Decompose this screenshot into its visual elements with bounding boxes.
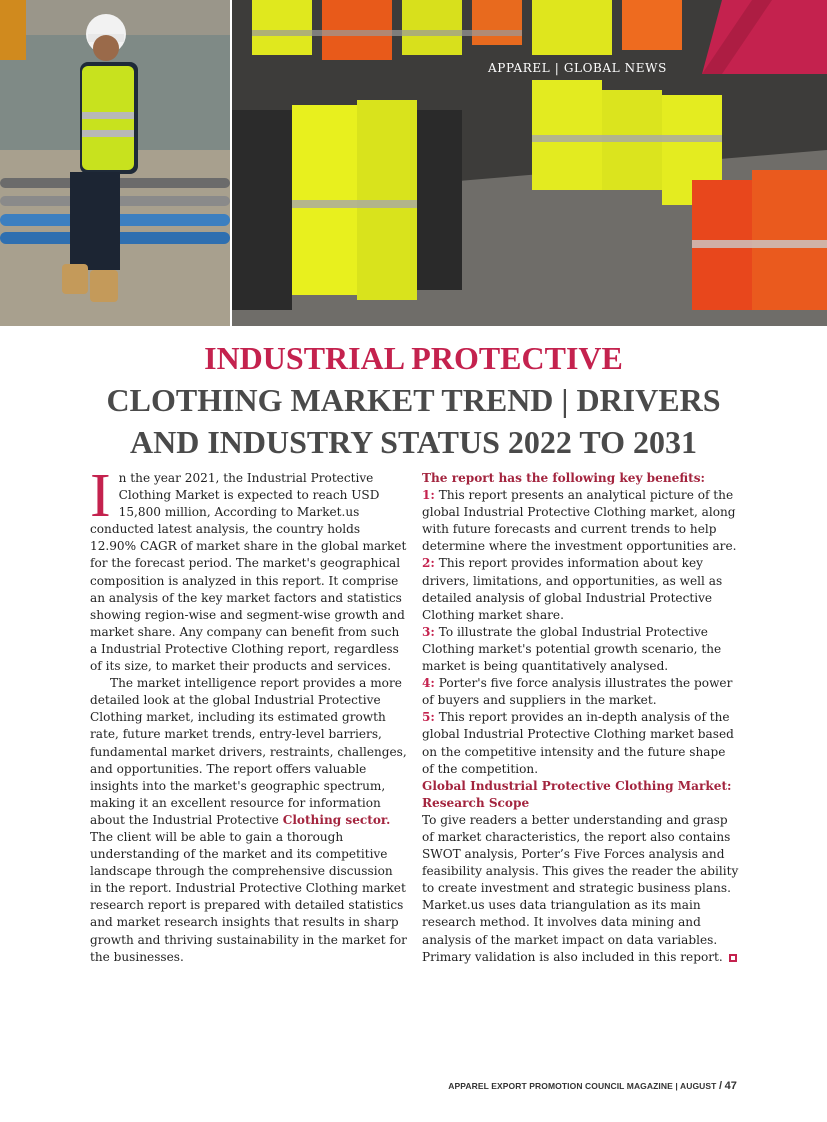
store-photo-illustration	[232, 0, 827, 326]
drop-cap: I	[90, 462, 111, 530]
benefit-text: This report provides information about key drivers, limitations, and opportunities, as well as detailed analysis of global Industrial Protective Clothing market share.	[422, 556, 723, 622]
worker-photo	[0, 0, 230, 326]
benefit-item	[422, 487, 740, 555]
title-line-3: AND INDUSTRY STATUS 2022 TO 2031	[130, 424, 697, 460]
second-paragraph	[90, 675, 408, 829]
left-column	[90, 462, 408, 966]
footer-separator: /	[718, 1080, 723, 1092]
benefits-heading: The report has the following key benefits:	[422, 471, 705, 485]
benefit-number: 5:	[422, 710, 435, 725]
benefit-number: 4:	[422, 676, 435, 691]
benefit-text: Porter's five force analysis illustrates the power of buyers and suppliers in the market.	[422, 676, 733, 708]
title-line-2: CLOTHING MARKET TREND | DRIVERS	[106, 382, 721, 418]
third-paragraph: The client will be able to gain a thorough understanding of the market and its competitive landscape through the comprehensive discussion in the report. Industrial Protective Clothing market research report is prepared with detailed statistics and market research insights that results in sharp growth and thriving sustainability in the market for the businesses.	[90, 829, 407, 964]
footer-text: APPAREL EXPORT PROMOTION COUNCIL MAGAZINE | AUGUST	[448, 1081, 717, 1091]
scope-text: To give readers a better understanding and grasp of market characteristics, the report also contains SWOT analysis, Porter’s Five Forces analysis and feasibility analysis. This gives the reader the ability to create investment and strategic business plans. Market.us uses data triangulation as its main research method. It involves data mining and analysis of the market impact on data variables. Primary validation is also included in this report.	[422, 812, 739, 964]
scope-heading: Global Industrial Protective Clothing Market: Research Scope	[422, 778, 732, 810]
store-photo	[232, 0, 827, 326]
scope-paragraph	[422, 812, 740, 966]
header-banner	[0, 0, 827, 326]
benefit-text: This report presents an analytical picture of the global Industrial Protective Clothing market, along with future forecasts and current trends to help determine where the investment opportunities are.	[422, 488, 737, 554]
benefit-item	[422, 624, 740, 675]
page-footer	[448, 1080, 737, 1092]
article-title	[60, 337, 767, 463]
benefit-item	[422, 709, 740, 777]
right-column	[422, 470, 740, 966]
benefit-number: 3:	[422, 624, 435, 639]
intro-paragraph	[90, 462, 408, 675]
benefit-item	[422, 675, 740, 709]
worker-photo-illustration	[0, 0, 230, 326]
intro-text: n the year 2021, the Industrial Protective Clothing Market is expected to reach USD 15,800 million, According to Market.us conducted latest analysis, the country holds 12.90% CAGR of market share in the global market for the forecast period. The market's geographical composition is analyzed in this report. It comprise an analysis of the key market factors and statistics showing region-wise and segment-wise growth and market share. Any company can benefit from such a Industrial Protective Clothing report, regardless of its size, to market their products and services.	[90, 471, 407, 674]
benefit-text: To illustrate the global Industrial Protective Clothing market's potential growth scenario, the market is being quantitatively analysed.	[422, 624, 722, 674]
title-line-1: INDUSTRIAL PROTECTIVE	[204, 340, 623, 376]
page-number: 47	[724, 1080, 737, 1092]
benefit-item	[422, 555, 740, 623]
benefit-text: This report provides an in-depth analysis of the global Industrial Protective Clothing market based on the competitive intensity and the future shape of the competition.	[422, 710, 734, 776]
end-mark-icon	[729, 954, 737, 962]
section-label: APPAREL | GLOBAL NEWS	[488, 61, 667, 75]
benefit-number: 2:	[422, 556, 435, 571]
benefit-number: 1:	[422, 488, 435, 503]
second-paragraph-highlight: Clothing sector.	[282, 812, 391, 827]
second-paragraph-text: The market intelligence report provides a more detailed look at the global Industrial Protective Clothing market, including its estimated growth rate, future market trends, entry-level barriers, fundamental market drivers, restraints, challenges, and opportunities. The report offers valuable insights into the market's geographic spectrum, making it an excellent resource for information about the Industrial Protective	[90, 676, 407, 827]
